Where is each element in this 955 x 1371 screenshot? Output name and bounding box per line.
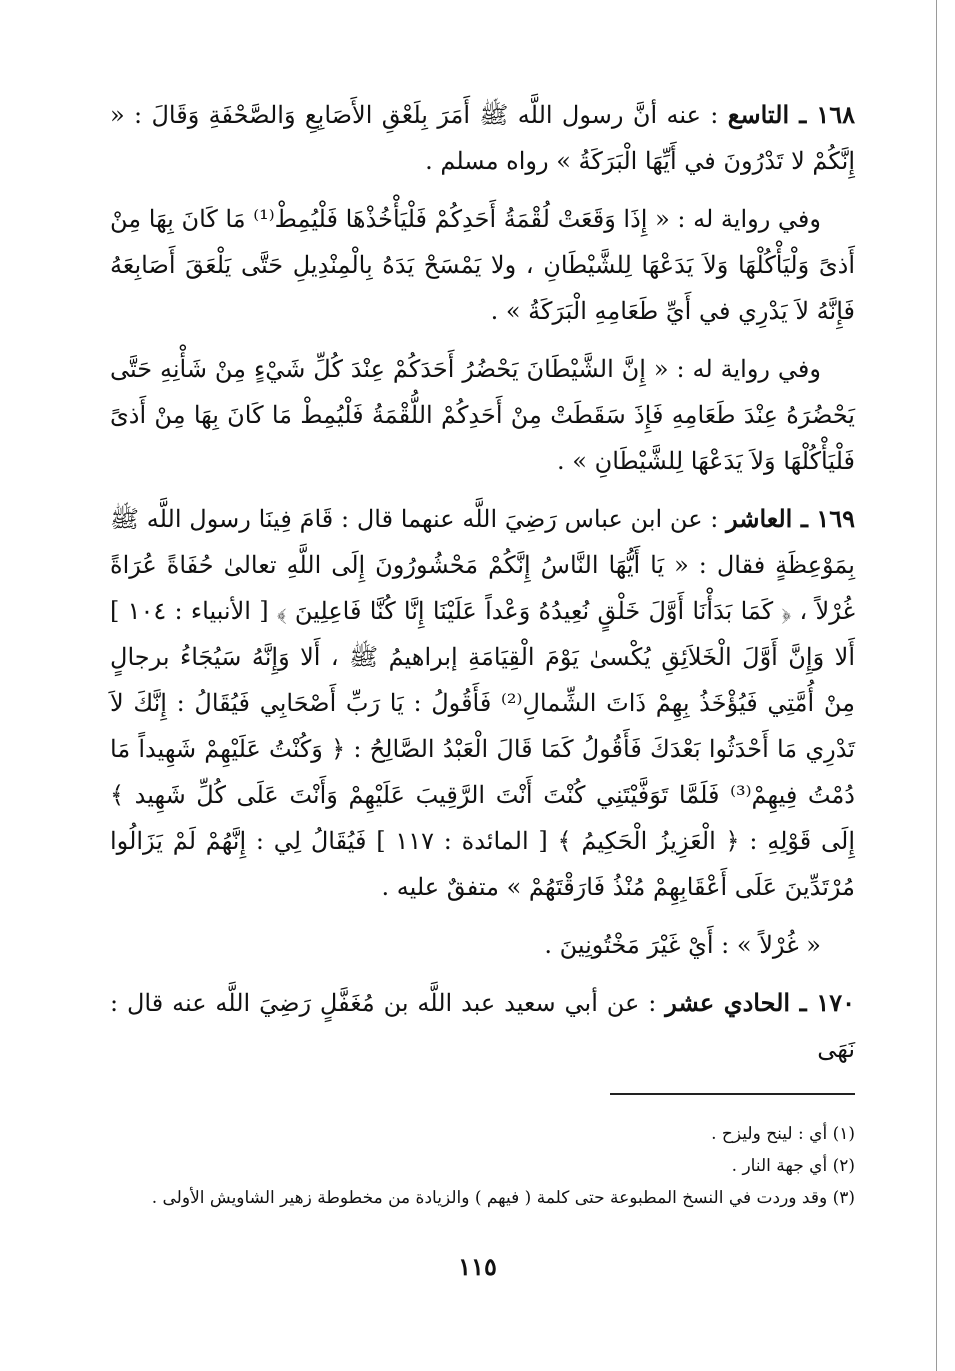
hadith-169 — [110, 496, 855, 910]
hadith-170 — [110, 980, 855, 1072]
hadith-169-number: ١٦٩ ـ العاشر — [726, 504, 856, 533]
hadith-170-number: ١٧٠ ـ الحادي عشر — [665, 988, 855, 1017]
footnote-3: (٣) وقد وردت في النسخ المطبوعة حتى كلمة ( فيهم ) والزيادة من مخطوطة زهير الشاويش الأولى . — [151, 1188, 855, 1208]
hadith-168-text: : عنه أنَّ رسول اللَّه ﷺ أَمَرَ بِلَعْقِ الأَصَابِعِ وَالصَّحْفَةِ وَقَالَ : « إِنَّكُمْ لا تَدْرُونَ في أَيِّهَا الْبَرَكَةُ » رواه مسلم . — [110, 101, 855, 175]
footnote-1: (١) أي : لينح وليزح . — [711, 1124, 855, 1144]
hadith-169-text: : عن ابن عباس رَضِيَ اللَّه عنهما قال : قَامَ فِينَا رسول اللَّه ﷺ بِمَوْعِظَةٍ فقال : « يَا أَيُّهَا النَّاسُ إِنَّكُمْ مَحْشُورُونَ إِلَى اللَّهِ تعالىٰ حُفَاةً عُرَاةً غُرْلاً ، ﴿ كَمَا بَدَأْنَا أَوَّلَ خَلْقٍ نُعِيدُهُ وَعْداً عَلَيْنَا إِنَّا كُنَّا فَاعِلِينَ ﴾ [ الأنبياء : ١٠٤ ] أَلا وَإِنَّ أَوَّلَ الْخَلاَئِقِ يُكْسىٰ يَوْمَ الْقِيَامَةِ إبراهيمُ ﷺ ، أَلا وَإِنَّهُ سَيُجَاءُ برجالٍ مِنْ أُمَّتِي فَيُؤْخَذُ بِهِمْ ذَاتَ الشِّمالِ⁽²⁾ فَأَقُولُ : يَا رَبِّ أَصْحَابِي فَيُقَالُ : إِنَّكَ لاَ تَدْرِي مَا أَحْدَثُوا بَعْدَكَ فَأَقُولُ كَمَا قَالَ الْعَبْدُ الصَّالِحُ : ﴿ وَكُنْتُ عَلَيْهِمْ شَهِيداً مَا دُمْتُ فِيهِمْ⁽³⁾ فَلَمَّا تَوَفَّيْتَنِي كُنْتَ أَنْتَ الرَّقِيبَ عَلَيْهِمْ وَأَنْتَ عَلَى كُلِّ شَهِيد ﴾ إِلَى قَوْلِهِ : ﴿ الْعَزِيزُ الْحَكِيمُ ﴾ [ المائدة : ١١٧ ] فَيُقَالُ لِي : إِنَّهُمْ لَمْ يَزَالُوا مُرْتَدِّينَ عَلَى أَعْقَابِهِمْ مُنْذُ فَارَقْتَهُمْ » متفقٌ عليه . — [110, 505, 856, 901]
footnote-separator — [610, 1093, 855, 1095]
page-edge-line — [936, 0, 937, 1371]
hadith-168-riwaya-2: وفي رواية له : « إِنَّ الشَّيْطَانَ يَحْضُرُ أَحَدَكُمْ عِنْدَ كُلِّ شَيْءٍ مِنْ شَأْنِهِ حَتَّى يَحْضُرَهُ عِنْدَ طَعَامِهِ فَإِذَ سَقَطَتْ مِنْ أَحَدِكُمْ اللُّقْمَةُ فَلْيُمِطْ مَا كَانَ بِهَا مِنْ أَذىً فَلْيَأْكُلْهَا وَلاَ يَدَعْهَا لِلشَّيْطَانِ » . — [110, 355, 855, 475]
hadith-168-riwaya-1: وفي رواية له : « إِذَا وَقَعَتْ لُقْمَةُ أَحَدِكُمْ فَلْيَأْخُذْهَا فَلْيُمِطْ⁽¹⁾ مَا كَانَ بِهَا مِنْ أَذىً وَلْيَأْكُلْهَا وَلاَ يَدَعْهَا لِلشَّيْطَانِ ، ولا يَمْسَحْ يَدَهُ بِالْمِنْدِيلِ حَتَّى يَلْعَقَ أَصَابِعَهُ فَإِنَّهُ لاَ يَدْرِي في أَيِّ طَعَامِهِ الْبَرَكَةُ » . — [110, 205, 855, 325]
page-number: ١١٥ — [458, 1252, 497, 1281]
footnotes — [110, 1118, 855, 1214]
hadith-168-number: ١٦٨ ـ التاسع — [727, 100, 855, 129]
hadith-169-gloss: « غُرْلاً » : أَيْ غَيْرَ مَخْتُونِينَ . — [544, 931, 821, 959]
hadith-168 — [110, 92, 855, 184]
hadith-170-text: : عن أبي سعيد عبد اللَّه بن مُغَفَّلٍ رَضِيَ اللَّه عنه قال : نَهَى — [110, 989, 855, 1063]
main-text — [110, 92, 855, 1072]
footnote-2: (٢) أي جهة النار . — [731, 1156, 855, 1176]
